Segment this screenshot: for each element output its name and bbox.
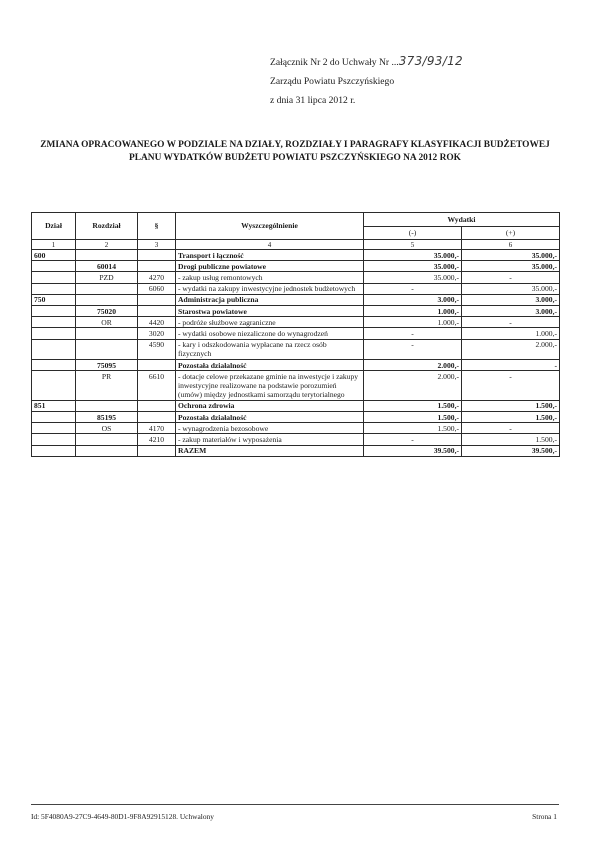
footer-document-id: Id: 5F4080A9-27C9-4649-80D1-9F8A92915128. Uchwalony	[31, 812, 214, 821]
table-row	[32, 423, 560, 434]
cell-dzial	[32, 412, 76, 423]
cell-paragraf: 4420	[138, 317, 176, 328]
cell-opis: - podróże służbowe zagraniczne	[176, 317, 364, 328]
cell-paragraf: 4590	[138, 339, 176, 359]
total-label: RAZEM	[176, 445, 364, 456]
footer-page-number: Strona 1	[532, 812, 557, 821]
cell-plus: -	[462, 360, 560, 371]
cell-plus: -	[462, 423, 560, 434]
header-line-date: z dnia 31 lipca 2012 r.	[270, 95, 356, 106]
header-resolution-label: Załącznik Nr 2 do Uchwały Nr	[270, 57, 390, 68]
cell-rozdzial	[76, 400, 138, 411]
cell-opis: Starostwa powiatowe	[176, 306, 364, 317]
cell-opis: Pozostała działalność	[176, 412, 364, 423]
cell-paragraf: 6610	[138, 371, 176, 401]
cell-plus: 3.000,-	[462, 306, 560, 317]
cell-opis: Pozostała działalność	[176, 360, 364, 371]
table-row	[32, 250, 560, 261]
column-number: 2	[76, 240, 138, 250]
cell-paragraf	[138, 400, 176, 411]
column-number: 4	[176, 240, 364, 250]
cell-rozdzial: PR	[76, 371, 138, 401]
cell-rozdzial	[76, 250, 138, 261]
header-line-resolution	[270, 52, 570, 72]
cell-opis: - dotacje celowe przekazane gminie na inwestycje i zakupy inwestycyjne realizowane na podstawie porozumień (umów) między jednostkami samorządu terytorialnego	[176, 371, 364, 401]
cell-paragraf: 4270	[138, 272, 176, 283]
table-row	[32, 306, 560, 317]
header-dzial: Dział	[32, 213, 76, 240]
cell-minus: -	[364, 283, 462, 294]
cell-minus: 35.000,-	[364, 250, 462, 261]
total-row	[32, 445, 560, 456]
cell-opis: - zakup usług remontowych	[176, 272, 364, 283]
cell-rozdzial: 60014	[76, 261, 138, 272]
cell-plus: 35.000,-	[462, 261, 560, 272]
cell-paragraf	[138, 261, 176, 272]
cell-dzial	[32, 371, 76, 401]
cell-minus: -	[364, 328, 462, 339]
cell-rozdzial: 75095	[76, 360, 138, 371]
cell-dzial	[32, 306, 76, 317]
table-row	[32, 261, 560, 272]
header-wyszczegolnienie: Wyszczególnienie	[176, 213, 364, 240]
total-plus: 39.500,-	[462, 445, 560, 456]
table-row	[32, 294, 560, 305]
total-empty-cell	[32, 445, 76, 456]
cell-minus: 3.000,-	[364, 294, 462, 305]
cell-rozdzial	[76, 339, 138, 359]
cell-paragraf: 6060	[138, 283, 176, 294]
cell-plus: 1.000,-	[462, 328, 560, 339]
cell-opis: Transport i łączność	[176, 250, 364, 261]
table-row	[32, 283, 560, 294]
cell-dzial	[32, 261, 76, 272]
cell-paragraf: 4210	[138, 434, 176, 445]
column-number: 1	[32, 240, 76, 250]
cell-opis: - wynagrodzenia bezosobowe	[176, 423, 364, 434]
table-row	[32, 272, 560, 283]
cell-dzial: 600	[32, 250, 76, 261]
header-plus: (+)	[462, 227, 560, 240]
cell-dzial	[32, 272, 76, 283]
cell-opis: - wydatki osobowe niezaliczone do wynagrodzeń	[176, 328, 364, 339]
cell-minus: 35.000,-	[364, 261, 462, 272]
cell-plus: 35.000,-	[462, 283, 560, 294]
cell-dzial	[32, 339, 76, 359]
header-wydatki: Wydatki	[364, 213, 560, 227]
cell-paragraf	[138, 412, 176, 423]
handwritten-resolution-number: 373/93/12	[398, 54, 463, 68]
column-number-row	[32, 240, 560, 250]
cell-opis: - kary i odszkodowania wypłacane na rzecz osób fizycznych	[176, 339, 364, 359]
cell-dzial	[32, 283, 76, 294]
cell-rozdzial	[76, 328, 138, 339]
cell-minus: 1.000,-	[364, 317, 462, 328]
cell-plus: 1.500,-	[462, 400, 560, 411]
header-minus: (-)	[364, 227, 462, 240]
total-minus: 39.500,-	[364, 445, 462, 456]
cell-minus: -	[364, 339, 462, 359]
cell-plus: 2.000,-	[462, 339, 560, 359]
column-number: 3	[138, 240, 176, 250]
cell-opis: Drogi publiczne powiatowe	[176, 261, 364, 272]
cell-plus: 1.500,-	[462, 412, 560, 423]
cell-dzial	[32, 317, 76, 328]
cell-minus: 1.500,-	[364, 423, 462, 434]
total-empty-cell	[138, 445, 176, 456]
cell-rozdzial	[76, 283, 138, 294]
table-row	[32, 371, 560, 401]
budget-table	[31, 212, 560, 457]
table-row	[32, 339, 560, 359]
cell-dzial: 750	[32, 294, 76, 305]
cell-dzial	[32, 360, 76, 371]
cell-rozdzial: PZD	[76, 272, 138, 283]
total-empty-cell	[76, 445, 138, 456]
cell-plus: 1.500,-	[462, 434, 560, 445]
cell-opis: Ochrona zdrowia	[176, 400, 364, 411]
cell-paragraf	[138, 294, 176, 305]
table-row	[32, 360, 560, 371]
cell-rozdzial: OS	[76, 423, 138, 434]
cell-paragraf: 3020	[138, 328, 176, 339]
cell-paragraf: 4170	[138, 423, 176, 434]
table-row	[32, 412, 560, 423]
column-number: 6	[462, 240, 560, 250]
header-rozdzial: Rozdział	[76, 213, 138, 240]
table-row	[32, 400, 560, 411]
cell-rozdzial: 85195	[76, 412, 138, 423]
footer-divider	[31, 804, 559, 805]
cell-minus: 2.000,-	[364, 371, 462, 401]
document-title: ZMIANA OPRACOWANEGO W PODZIALE NA DZIAŁY, ROZDZIAŁY I PARAGRAFY KLASYFIKACJI BUDŻETOWEJ PLANU WYDATKÓW BUDŻETU POWIATU PSZCZYŃSKIEGO NA 2012 ROK	[40, 140, 550, 163]
table-row	[32, 328, 560, 339]
column-number: 5	[364, 240, 462, 250]
cell-rozdzial	[76, 294, 138, 305]
table-row	[32, 434, 560, 445]
cell-minus: 1.500,-	[364, 412, 462, 423]
cell-dzial: 851	[32, 400, 76, 411]
cell-minus: -	[364, 434, 462, 445]
cell-plus: -	[462, 317, 560, 328]
header-paragraf: §	[138, 213, 176, 240]
cell-paragraf	[138, 250, 176, 261]
cell-dzial	[32, 434, 76, 445]
cell-plus: -	[462, 272, 560, 283]
cell-opis: Administracja publiczna	[176, 294, 364, 305]
header-resolution-dots: ...	[391, 57, 399, 68]
cell-paragraf	[138, 306, 176, 317]
cell-minus: 2.000,-	[364, 360, 462, 371]
attachment-header	[270, 52, 570, 110]
cell-opis: - zakup materiałów i wyposażenia	[176, 434, 364, 445]
cell-paragraf	[138, 360, 176, 371]
cell-rozdzial	[76, 434, 138, 445]
cell-minus: 1.500,-	[364, 400, 462, 411]
cell-minus: 1.000,-	[364, 306, 462, 317]
cell-minus: 35.000,-	[364, 272, 462, 283]
cell-opis: - wydatki na zakupy inwestycyjne jednostek budżetowych	[176, 283, 364, 294]
header-line-board: Zarządu Powiatu Pszczyńskiego	[270, 76, 395, 87]
cell-rozdzial: 75020	[76, 306, 138, 317]
cell-dzial	[32, 328, 76, 339]
cell-plus: -	[462, 371, 560, 401]
cell-rozdzial: OR	[76, 317, 138, 328]
table-row	[32, 317, 560, 328]
cell-dzial	[32, 423, 76, 434]
cell-plus: 3.000,-	[462, 294, 560, 305]
cell-plus: 35.000,-	[462, 250, 560, 261]
